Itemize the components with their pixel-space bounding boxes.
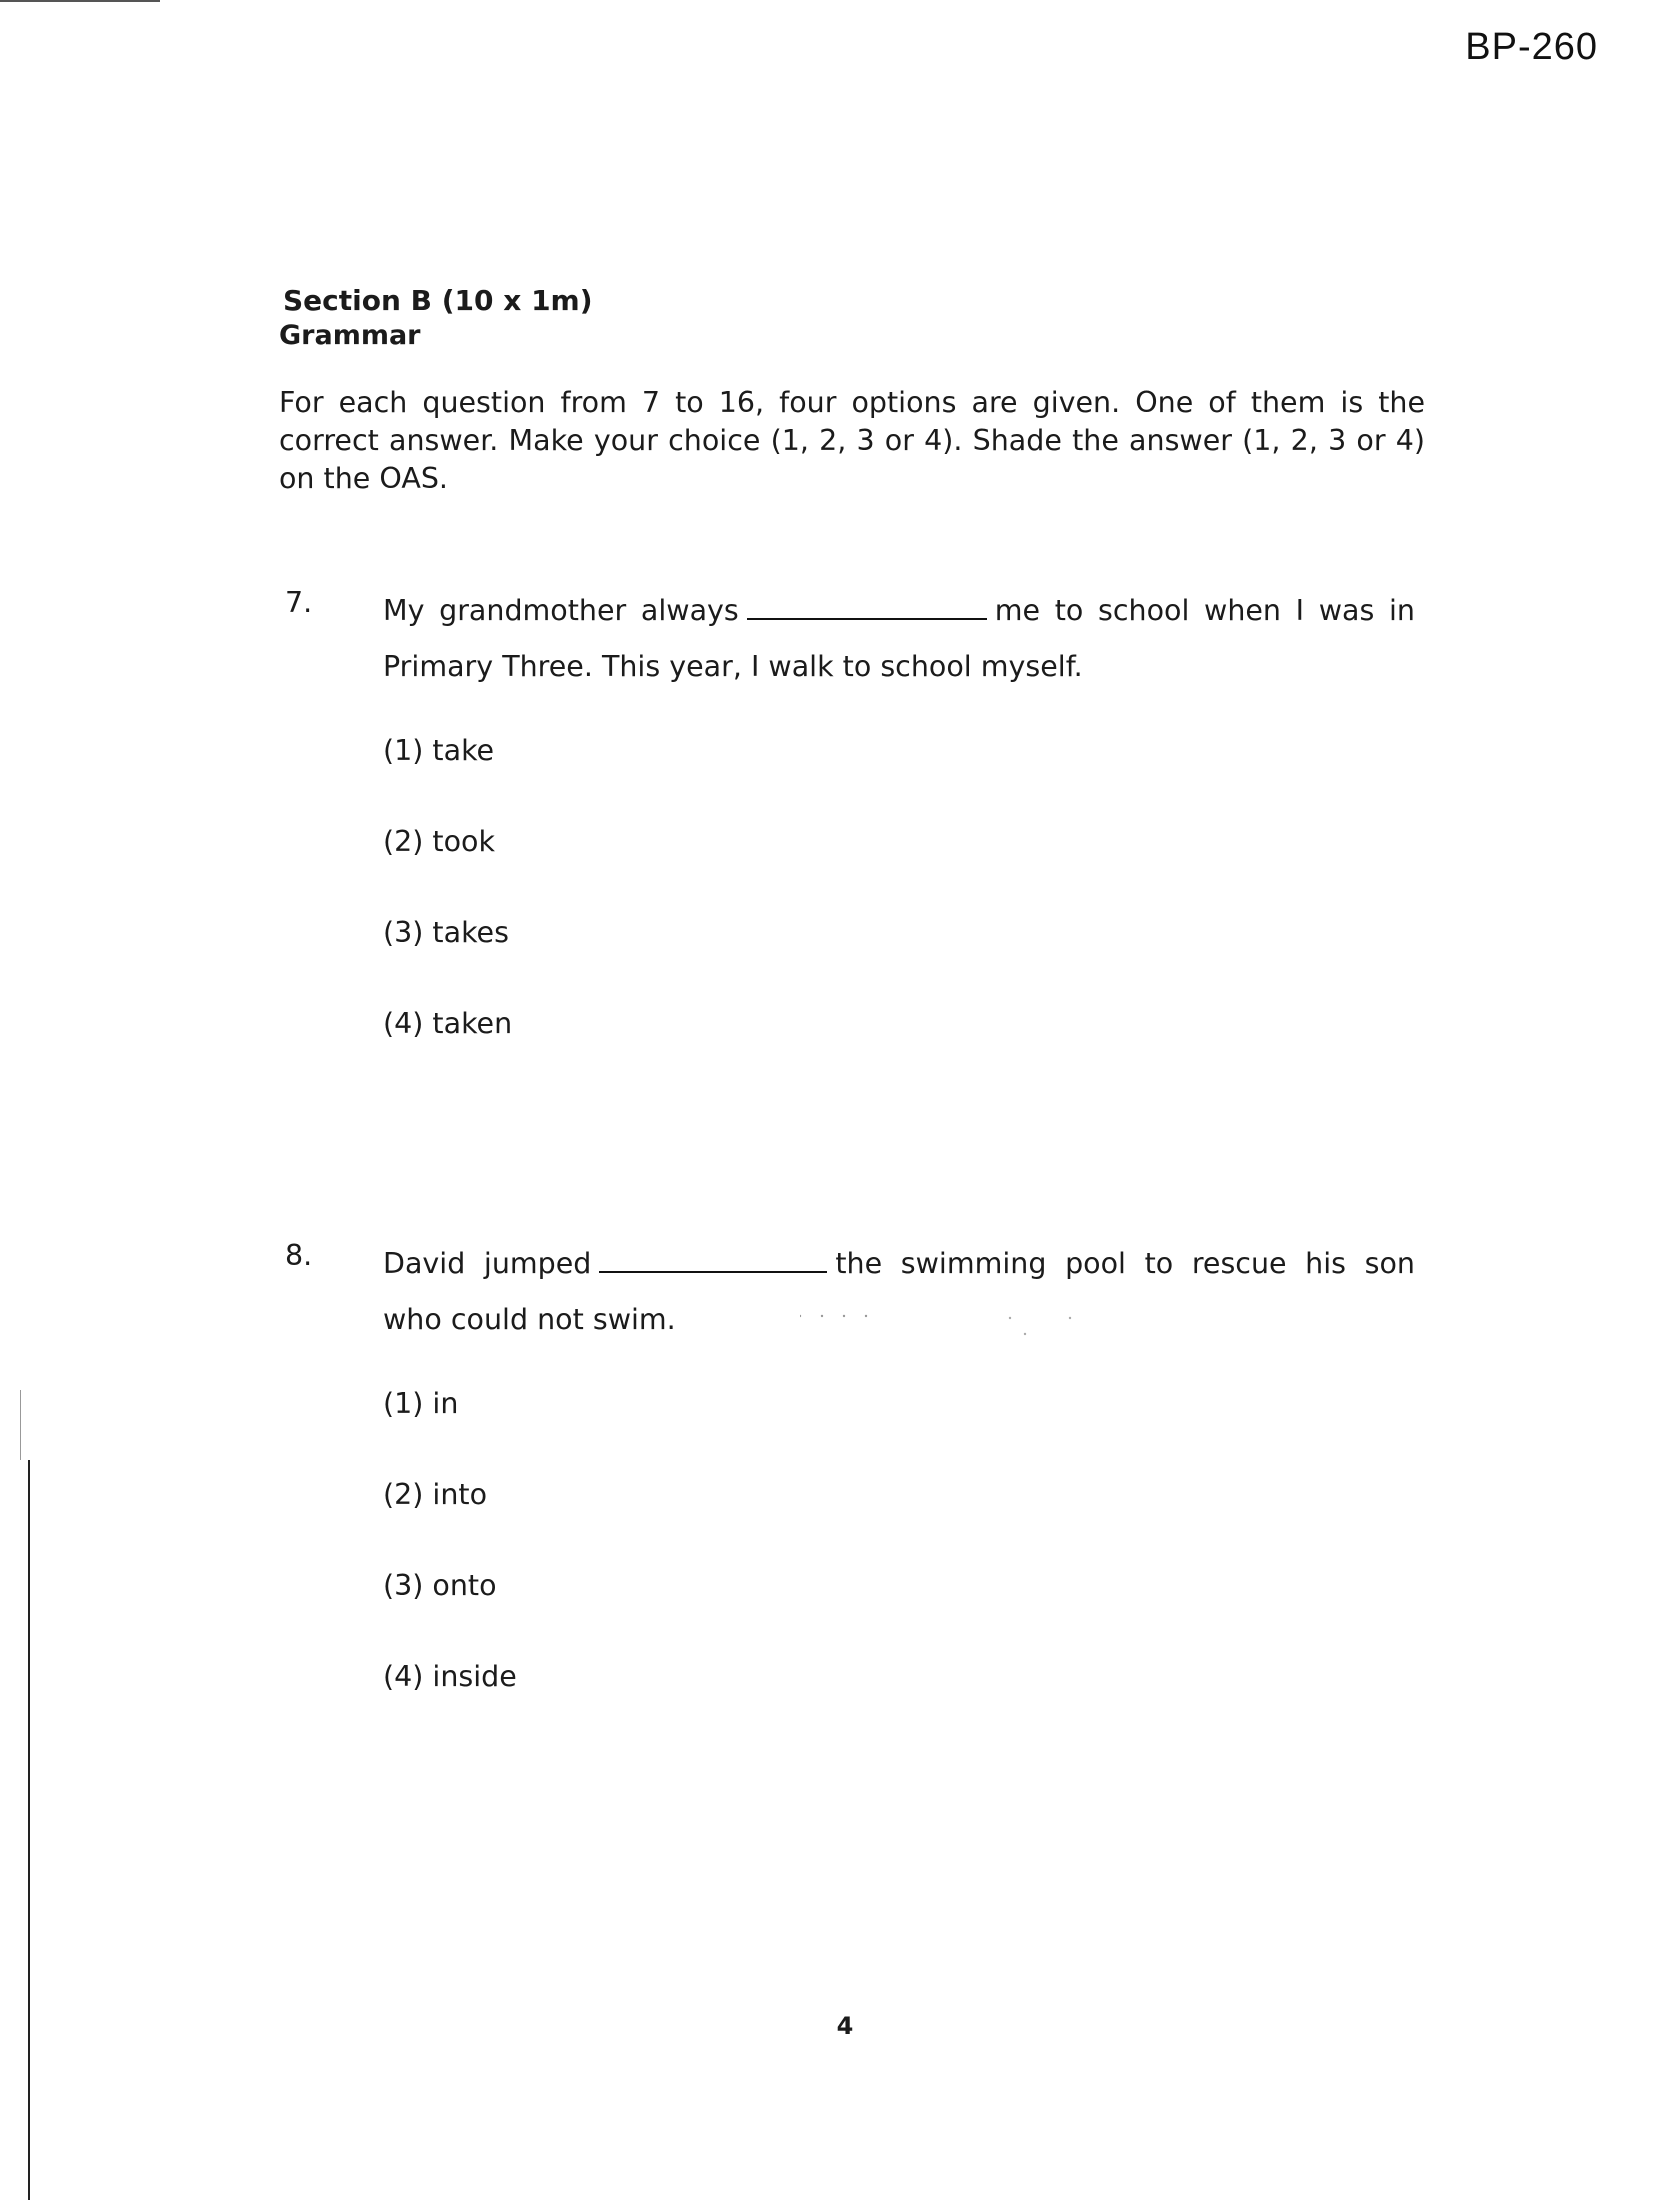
scan-artifact-line — [20, 1390, 21, 1460]
options-list — [383, 1384, 517, 1748]
answer-blank — [599, 1271, 827, 1273]
section-header — [279, 283, 1383, 353]
option-4: (4) taken — [383, 1007, 513, 1040]
option-1: (1) in — [383, 1387, 459, 1420]
options-list — [383, 731, 512, 1095]
page-number: 4 — [836, 2012, 854, 2040]
option-2: (2) into — [383, 1478, 488, 1511]
question-text-before: My grandmother always — [383, 594, 739, 627]
question-number: 7. — [285, 586, 313, 619]
section-subtitle: Grammar — [279, 320, 421, 351]
option-4: (4) inside — [383, 1660, 517, 1693]
question-text — [383, 583, 1415, 695]
section-instructions: For each question from 7 to 16, four options are given. One of them is the correct answer. Make your choice (1, 2, 3 or 4). Shade the answer (1, 2, 3 or 4) on the OAS. — [279, 386, 1425, 495]
scan-noise-dots — [800, 1308, 1100, 1338]
option-3: (3) takes — [383, 916, 509, 949]
option-3: (3) onto — [383, 1569, 497, 1602]
scan-artifact-line — [28, 1460, 30, 2200]
scan-artifact-line — [0, 0, 160, 2]
question-text-after: the swimming pool to rescue his son who could not swim. — [383, 1247, 1415, 1336]
question-number: 8. — [285, 1239, 313, 1272]
option-1: (1) take — [383, 734, 495, 767]
question-text-after: me to school when I was in Primary Three. This year, I walk to school myself. — [383, 594, 1415, 683]
answer-blank — [747, 618, 987, 620]
option-2: (2) took — [383, 825, 495, 858]
question-text-before: David jumped — [383, 1247, 592, 1280]
page-code: BP-260 — [1465, 26, 1598, 68]
section-title: Section B (10 x 1m) — [283, 284, 593, 317]
